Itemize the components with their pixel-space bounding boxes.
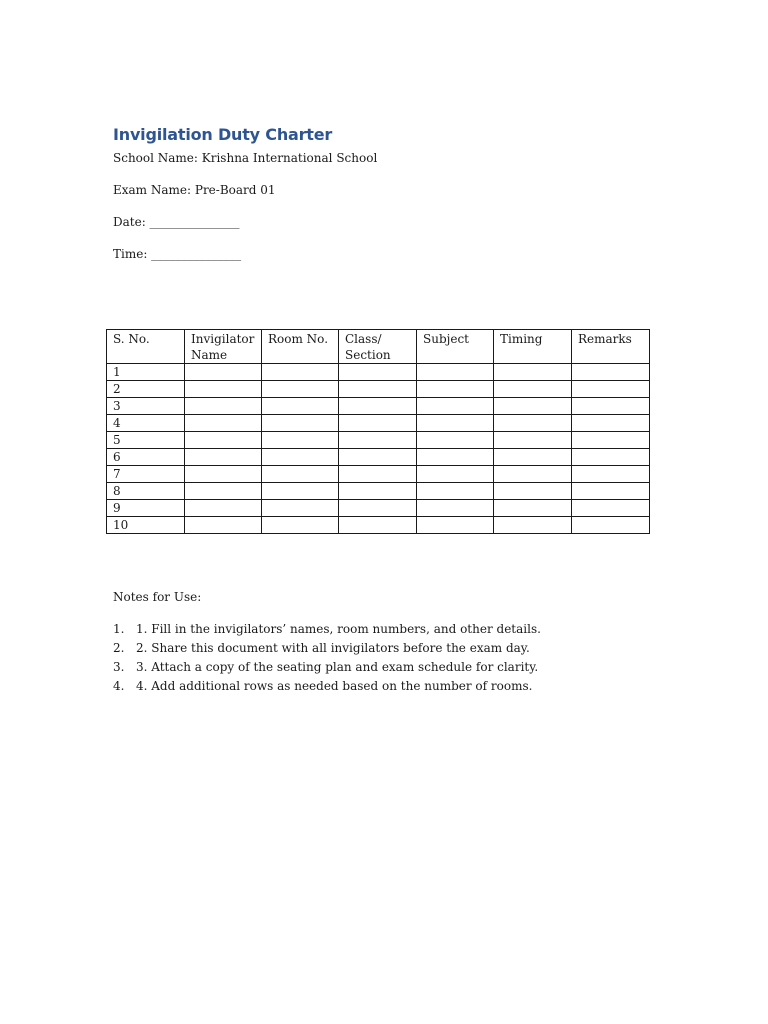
table-cell[interactable]: [494, 415, 572, 432]
table-cell[interactable]: [572, 398, 650, 415]
notes-heading: Notes for Use:: [113, 590, 202, 604]
table-cell[interactable]: [572, 432, 650, 449]
list-number: 4.: [113, 679, 125, 693]
table-cell[interactable]: [494, 449, 572, 466]
table-cell[interactable]: [339, 381, 417, 398]
serial-number-cell: 3: [107, 398, 185, 415]
table-cell[interactable]: [417, 415, 494, 432]
table-cell[interactable]: [572, 466, 650, 483]
column-header: Timing: [494, 330, 572, 364]
table-row: [107, 381, 650, 398]
table-cell[interactable]: [417, 466, 494, 483]
table-cell[interactable]: [417, 500, 494, 517]
table-cell[interactable]: [339, 415, 417, 432]
serial-number-cell: 6: [107, 449, 185, 466]
table-cell[interactable]: [572, 517, 650, 534]
serial-number-cell: 4: [107, 415, 185, 432]
table-row: [107, 483, 650, 500]
table-cell[interactable]: [572, 449, 650, 466]
list-item-text: 4. Add additional rows as needed based on the number of rooms.: [136, 679, 533, 693]
table-body: [107, 364, 650, 534]
table-row: [107, 432, 650, 449]
list-item: [113, 640, 541, 659]
table-cell[interactable]: [185, 398, 262, 415]
table-cell[interactable]: [262, 466, 339, 483]
list-item-text: 2. Share this document with all invigilators before the exam day.: [136, 641, 530, 655]
serial-number-cell: 1: [107, 364, 185, 381]
table-cell[interactable]: [339, 466, 417, 483]
table-cell[interactable]: [262, 432, 339, 449]
notes-list: [113, 621, 541, 697]
table-cell[interactable]: [494, 483, 572, 500]
table-cell[interactable]: [572, 483, 650, 500]
table-cell[interactable]: [494, 466, 572, 483]
table-cell[interactable]: [572, 415, 650, 432]
table-cell[interactable]: [339, 517, 417, 534]
list-number: 3.: [113, 660, 125, 674]
list-item-text: 3. Attach a copy of the seating plan and exam schedule for clarity.: [136, 660, 539, 674]
list-number: 1.: [113, 622, 125, 636]
duty-table: [106, 329, 650, 534]
serial-number-cell: 10: [107, 517, 185, 534]
table-row: [107, 449, 650, 466]
list-item: [113, 678, 541, 697]
list-item: [113, 659, 541, 678]
serial-number-cell: 9: [107, 500, 185, 517]
date-line: Date: _______________: [113, 215, 240, 229]
serial-number-cell: 2: [107, 381, 185, 398]
table-row: [107, 415, 650, 432]
table-cell[interactable]: [185, 449, 262, 466]
list-number: 2.: [113, 641, 125, 655]
serial-number-cell: 8: [107, 483, 185, 500]
column-header: Class/ Section: [339, 330, 417, 364]
table-cell[interactable]: [339, 398, 417, 415]
table-cell[interactable]: [339, 449, 417, 466]
table-cell[interactable]: [339, 483, 417, 500]
page-title: Invigilation Duty Charter: [113, 125, 333, 144]
table-cell[interactable]: [262, 517, 339, 534]
table-cell[interactable]: [417, 449, 494, 466]
table-cell[interactable]: [185, 381, 262, 398]
table-cell[interactable]: [494, 432, 572, 449]
table-cell[interactable]: [417, 432, 494, 449]
table-cell[interactable]: [262, 381, 339, 398]
table-cell[interactable]: [262, 364, 339, 381]
table-row: [107, 466, 650, 483]
table-cell[interactable]: [572, 500, 650, 517]
serial-number-cell: 7: [107, 466, 185, 483]
table-row: [107, 517, 650, 534]
table-cell[interactable]: [262, 398, 339, 415]
table-header-row: [107, 330, 650, 364]
table-cell[interactable]: [417, 483, 494, 500]
exam-name-line: Exam Name: Pre-Board 01: [113, 183, 276, 197]
table-cell[interactable]: [572, 381, 650, 398]
serial-number-cell: 5: [107, 432, 185, 449]
table-cell[interactable]: [417, 517, 494, 534]
list-item-text: 1. Fill in the invigilators’ names, room numbers, and other details.: [136, 622, 541, 636]
table-cell[interactable]: [417, 381, 494, 398]
table-cell[interactable]: [494, 500, 572, 517]
table-row: [107, 364, 650, 381]
table-row: [107, 500, 650, 517]
column-header: Invigilator Name: [185, 330, 262, 364]
table-cell[interactable]: [185, 466, 262, 483]
table-cell[interactable]: [417, 364, 494, 381]
table-cell[interactable]: [494, 364, 572, 381]
time-line: Time: _______________: [113, 247, 242, 261]
table-cell[interactable]: [185, 517, 262, 534]
table-cell[interactable]: [494, 398, 572, 415]
list-item: [113, 621, 541, 640]
table-cell[interactable]: [494, 517, 572, 534]
table-cell[interactable]: [185, 415, 262, 432]
table-row: [107, 398, 650, 415]
table-cell[interactable]: [185, 500, 262, 517]
table-cell[interactable]: [262, 449, 339, 466]
table-cell[interactable]: [262, 500, 339, 517]
column-header: Subject: [417, 330, 494, 364]
table-cell[interactable]: [494, 381, 572, 398]
table-cell[interactable]: [262, 483, 339, 500]
table-cell[interactable]: [572, 364, 650, 381]
table-cell[interactable]: [262, 415, 339, 432]
table-cell[interactable]: [339, 432, 417, 449]
table-cell[interactable]: [339, 500, 417, 517]
table-cell[interactable]: [185, 432, 262, 449]
table-cell[interactable]: [185, 483, 262, 500]
table-cell[interactable]: [417, 398, 494, 415]
table-cell[interactable]: [185, 364, 262, 381]
column-header: S. No.: [107, 330, 185, 364]
column-header: Room No.: [262, 330, 339, 364]
table-cell[interactable]: [339, 364, 417, 381]
school-name-line: School Name: Krishna International School: [113, 151, 378, 165]
column-header: Remarks: [572, 330, 650, 364]
